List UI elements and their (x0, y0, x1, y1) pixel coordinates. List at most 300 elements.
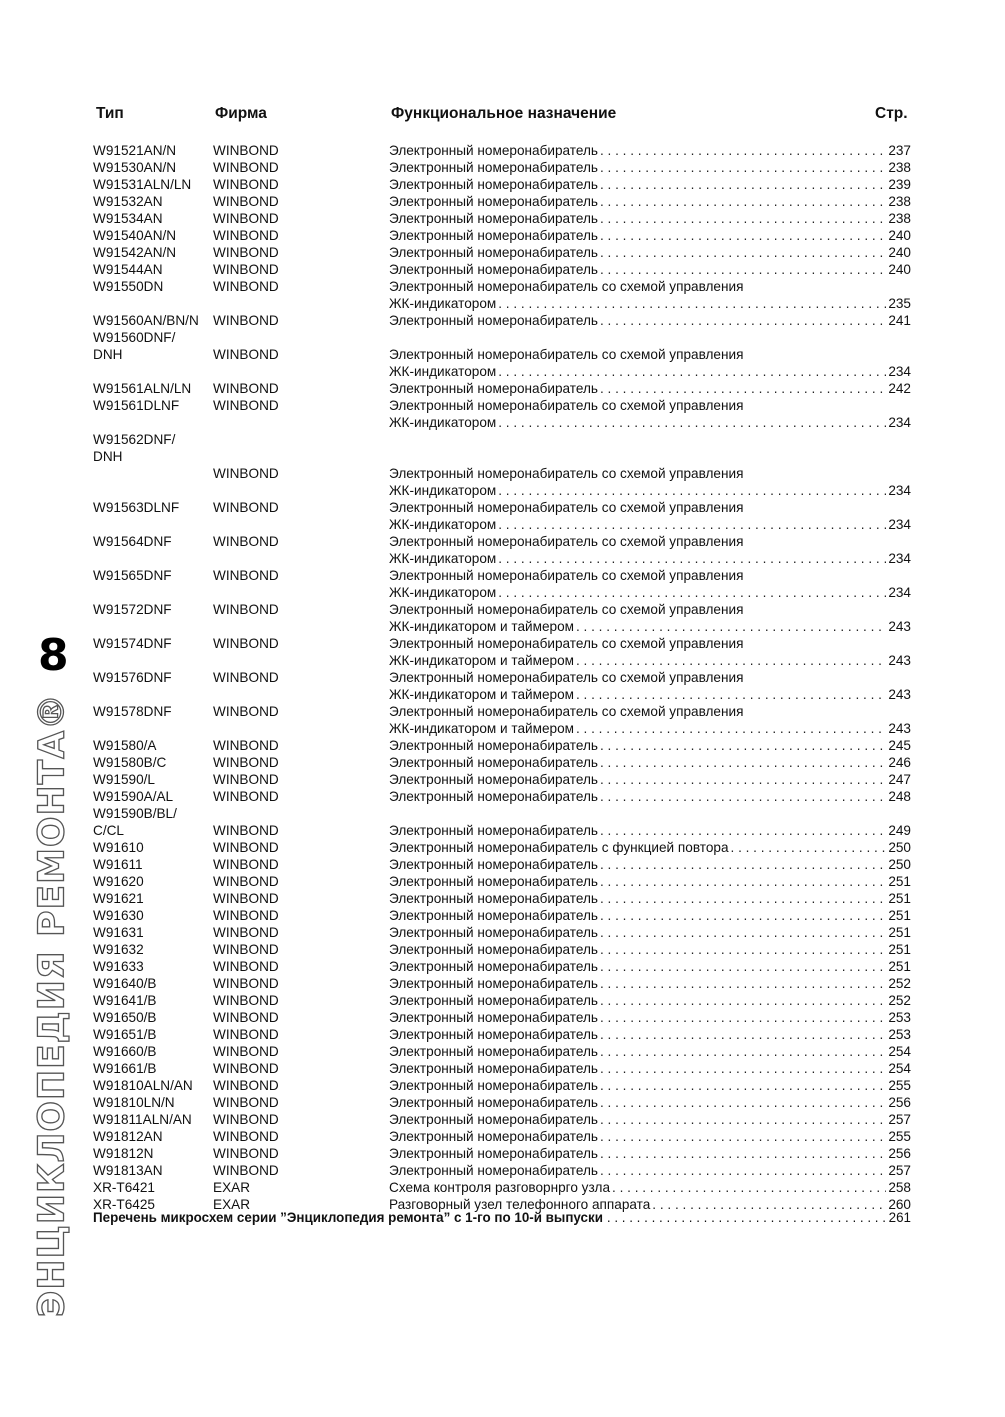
dot-leader (600, 1094, 886, 1111)
table-line (0, 669, 1005, 686)
function-text: Схема контроля разговорнрго узла (389, 1180, 611, 1195)
table-row (0, 907, 1005, 924)
chapter-number: 8 (38, 630, 69, 681)
part-function (389, 397, 911, 414)
parts-table (0, 142, 1005, 1213)
part-type: W91650/B (93, 1010, 157, 1025)
table-row (0, 856, 1005, 873)
function-text: Электронный номеронабиратель (389, 908, 598, 923)
page-number: 250 (888, 857, 911, 872)
function-text: ЖК-индикатором и таймером (389, 721, 574, 736)
part-function (389, 1111, 911, 1128)
function-text: Электронный номеронабиратель (389, 993, 598, 1008)
part-type: DNH (93, 449, 123, 464)
page-number: 240 (888, 245, 911, 260)
table-line (0, 839, 1005, 856)
table-line (0, 584, 1005, 601)
part-firm: WINBOND (213, 262, 279, 277)
page-number: 251 (888, 908, 911, 923)
table-row (0, 499, 1005, 533)
function-text: Электронный номеронабиратель со схемой управления (389, 704, 744, 719)
part-function (389, 992, 911, 1009)
function-text: Электронный номеронабиратель (389, 143, 598, 158)
function-text: Разговорный узел телефонного аппарата (389, 1197, 651, 1212)
table-line (0, 907, 1005, 924)
part-type: W91621 (93, 891, 144, 906)
table-row (0, 703, 1005, 737)
dot-leader (600, 754, 886, 771)
part-type: W91562DNF/ (93, 432, 176, 447)
header-type: Тип (96, 105, 124, 122)
part-function (389, 193, 911, 210)
table-row (0, 669, 1005, 703)
function-text: Электронный номеронабиратель (389, 789, 598, 804)
part-function (389, 1043, 911, 1060)
part-function (389, 227, 911, 244)
part-type: W91564DNF (93, 534, 172, 549)
part-function (389, 1094, 911, 1111)
dot-leader (600, 1060, 886, 1077)
part-function (389, 210, 911, 227)
part-function (389, 244, 911, 261)
dot-leader (600, 890, 886, 907)
part-function (389, 754, 911, 771)
part-function (389, 703, 911, 720)
part-type: W91530AN/N (93, 160, 177, 175)
part-firm: EXAR (213, 1197, 251, 1212)
table-line (0, 380, 1005, 397)
part-function (389, 363, 911, 380)
function-text: Электронный номеронабиратель со схемой управления (389, 279, 744, 294)
table-line (0, 1043, 1005, 1060)
page-number: 240 (888, 228, 911, 243)
dot-leader (600, 1009, 886, 1026)
part-type: W91611 (93, 857, 143, 872)
part-firm: WINBOND (213, 500, 279, 515)
function-text: Электронный номеронабиратель (389, 772, 598, 787)
page-number: 243 (888, 653, 911, 668)
table-row (0, 890, 1005, 907)
table-line (0, 1162, 1005, 1179)
table-line (0, 278, 1005, 295)
dot-leader (600, 873, 886, 890)
part-firm: WINBOND (213, 670, 279, 685)
part-type: W91651/B (93, 1027, 157, 1042)
part-type: W91521AN/N (93, 143, 177, 158)
table-line (0, 261, 1005, 278)
part-type: W91811ALN/AN (93, 1112, 192, 1127)
table-line (0, 618, 1005, 635)
function-text: Электронный номеронабиратель со схемой управления (389, 398, 744, 413)
dot-leader (600, 992, 886, 1009)
dot-leader (600, 941, 886, 958)
part-function (389, 516, 911, 533)
dot-leader (600, 1145, 886, 1162)
footer-text: Перечень микросхем серии ”Энциклопедия ремонта” с 1-го по 10-й выпуски (93, 1210, 603, 1225)
dot-leader (498, 295, 886, 312)
dot-leader (600, 975, 886, 992)
dot-leader (600, 788, 886, 805)
table-row (0, 873, 1005, 890)
table-line (0, 805, 1005, 822)
part-firm: WINBOND (213, 636, 279, 651)
part-function (389, 1145, 911, 1162)
dot-leader (600, 822, 886, 839)
table-row (0, 1094, 1005, 1111)
part-type: W91561ALN/LN (93, 381, 192, 396)
page-number: 256 (888, 1146, 911, 1161)
table-row (0, 159, 1005, 176)
function-text: Электронный номеронабиратель (389, 738, 598, 753)
dot-leader (600, 244, 886, 261)
part-firm: WINBOND (213, 704, 279, 719)
part-firm: WINBOND (213, 1129, 279, 1144)
part-firm: WINBOND (213, 228, 279, 243)
part-type: W91540AN/N (93, 228, 177, 243)
part-type: W91812AN (93, 1129, 163, 1144)
dot-leader (600, 210, 886, 227)
part-type: W91630 (93, 908, 144, 923)
table-line (0, 142, 1005, 159)
part-function (389, 1009, 911, 1026)
part-firm: WINBOND (213, 534, 279, 549)
part-function (389, 499, 911, 516)
page-number: 234 (888, 415, 911, 430)
page-number: 241 (888, 313, 911, 328)
dot-leader (600, 227, 886, 244)
table-line (0, 924, 1005, 941)
part-firm: WINBOND (213, 1163, 279, 1178)
function-text: Электронный номеронабиратель (389, 160, 598, 175)
table-line (0, 499, 1005, 516)
part-function (389, 142, 911, 159)
part-firm: WINBOND (213, 874, 279, 889)
part-type: W91633 (93, 959, 144, 974)
table-line (0, 448, 1005, 465)
table-line (0, 720, 1005, 737)
table-line (0, 295, 1005, 312)
function-text: Электронный номеронабиратель (389, 194, 598, 209)
part-function (389, 482, 911, 499)
part-type: XR-T6421 (93, 1180, 155, 1195)
function-text: Электронный номеронабиратель со схемой управления (389, 602, 744, 617)
dot-leader (498, 482, 886, 499)
table-line (0, 992, 1005, 1009)
part-type: W91661/B (93, 1061, 157, 1076)
part-firm: WINBOND (213, 891, 279, 906)
table-line (0, 431, 1005, 448)
function-text: Электронный номеронабиратель со схемой управления (389, 636, 744, 651)
function-text: Электронный номеронабиратель (389, 1095, 598, 1110)
part-firm: WINBOND (213, 602, 279, 617)
part-function (389, 346, 911, 363)
table-line (0, 533, 1005, 550)
page-number: 234 (888, 551, 911, 566)
table-line (0, 958, 1005, 975)
dot-leader (576, 652, 886, 669)
table-row (0, 1128, 1005, 1145)
function-text: Электронный номеронабиратель (389, 942, 598, 957)
function-text: Электронный номеронабиратель (389, 1010, 598, 1025)
part-type: W91565DNF (93, 568, 172, 583)
function-text: Электронный номеронабиратель (389, 976, 598, 991)
table-line (0, 1026, 1005, 1043)
part-function (389, 567, 911, 584)
part-type: W91640/B (93, 976, 157, 991)
series-title: ЭНЦИКЛОПЕДИЯ РЕМОНТА® (31, 692, 73, 1318)
part-function (389, 312, 911, 329)
part-function (389, 176, 911, 193)
page-number: 255 (888, 1129, 911, 1144)
part-firm: WINBOND (213, 1010, 279, 1025)
table-line (0, 227, 1005, 244)
table-row (0, 244, 1005, 261)
table-row (0, 278, 1005, 312)
function-text: Электронный номеронабиратель (389, 313, 598, 328)
part-firm: WINBOND (213, 313, 279, 328)
function-text: Электронный номеронабиратель (389, 1146, 598, 1161)
page-number: 250 (888, 840, 911, 855)
page-number: 239 (888, 177, 911, 192)
table-line (0, 652, 1005, 669)
function-text: Электронный номеронабиратель (389, 245, 598, 260)
function-text: Электронный номеронабиратель (389, 874, 598, 889)
function-text: Электронный номеронабиратель (389, 1044, 598, 1059)
page-number: 238 (888, 160, 911, 175)
dot-leader (600, 924, 886, 941)
table-line (0, 329, 1005, 346)
table-row (0, 975, 1005, 992)
dot-leader (600, 159, 886, 176)
function-text: Электронный номеронабиратель (389, 1078, 598, 1093)
part-firm: WINBOND (213, 279, 279, 294)
table-line (0, 1077, 1005, 1094)
part-firm: WINBOND (213, 823, 279, 838)
dot-leader (498, 414, 886, 431)
function-text: ЖК-индикатором (389, 415, 497, 430)
function-text: Электронный номеронабиратель со схемой управления (389, 568, 744, 583)
part-type: W91544AN (93, 262, 163, 277)
table-row (0, 737, 1005, 754)
table-line (0, 193, 1005, 210)
page-number: 251 (888, 891, 911, 906)
part-type: W91631 (93, 925, 144, 940)
dot-leader (600, 1043, 886, 1060)
part-function (389, 159, 911, 176)
table-row (0, 380, 1005, 397)
part-function (389, 788, 911, 805)
table-line (0, 516, 1005, 533)
part-function (389, 771, 911, 788)
table-row (0, 1179, 1005, 1196)
part-firm: WINBOND (213, 857, 279, 872)
part-firm: WINBOND (213, 755, 279, 770)
part-type: W91590B/BL/ (93, 806, 177, 821)
function-text: Электронный номеронабиратель со схемой управления (389, 670, 744, 685)
part-function (389, 584, 911, 601)
part-function (389, 380, 911, 397)
table-line (0, 1145, 1005, 1162)
part-firm: EXAR (213, 1180, 251, 1195)
page-number: 252 (888, 976, 911, 991)
function-text: Электронный номеронабиратель (389, 1061, 598, 1076)
table-row (0, 227, 1005, 244)
part-function (389, 295, 911, 312)
table-line (0, 482, 1005, 499)
function-text: ЖК-индикатором и таймером (389, 687, 574, 702)
table-line (0, 873, 1005, 890)
part-function (389, 1077, 911, 1094)
table-line (0, 550, 1005, 567)
part-function (389, 618, 911, 635)
function-text: ЖК-индикатором и таймером (389, 653, 574, 668)
table-row (0, 1111, 1005, 1128)
page-number: 234 (888, 517, 911, 532)
dot-leader (731, 839, 887, 856)
table-row (0, 193, 1005, 210)
part-type: W91610 (93, 840, 144, 855)
function-text: Электронный номеронабиратель со схемой управления (389, 534, 744, 549)
table-line (0, 754, 1005, 771)
page-number: 237 (888, 143, 911, 158)
part-type: W91576DNF (93, 670, 172, 685)
function-text: Электронный номеронабиратель (389, 177, 598, 192)
dot-leader (498, 550, 886, 567)
table-line (0, 363, 1005, 380)
table-row (0, 601, 1005, 635)
part-firm: WINBOND (213, 1044, 279, 1059)
table-line (0, 601, 1005, 618)
function-text: Электронный номеронабиратель (389, 228, 598, 243)
dot-leader (498, 584, 886, 601)
page-number: 251 (888, 942, 911, 957)
table-line (0, 244, 1005, 261)
part-firm: WINBOND (213, 1095, 279, 1110)
part-function (389, 465, 911, 482)
part-firm: WINBOND (213, 772, 279, 787)
part-function (389, 822, 911, 839)
part-function (389, 890, 911, 907)
part-firm: WINBOND (213, 993, 279, 1008)
table-line (0, 1111, 1005, 1128)
part-type: W91660/B (93, 1044, 157, 1059)
page-number: 257 (888, 1112, 911, 1127)
function-text: Электронный номеронабиратель (389, 1129, 598, 1144)
table-line (0, 465, 1005, 482)
part-function (389, 1060, 911, 1077)
part-function (389, 1179, 911, 1196)
function-text: Электронный номеронабиратель (389, 959, 598, 974)
table-row (0, 142, 1005, 159)
page-number: 240 (888, 262, 911, 277)
function-text: Электронный номеронабиратель (389, 381, 598, 396)
table-row (0, 635, 1005, 669)
dot-leader (600, 142, 886, 159)
part-type: W91560DNF/ (93, 330, 176, 345)
table-row (0, 176, 1005, 193)
table-line (0, 703, 1005, 720)
part-type: W91534AN (93, 211, 163, 226)
part-function (389, 533, 911, 550)
dot-leader (600, 1026, 886, 1043)
dot-leader (498, 516, 886, 533)
table-line (0, 567, 1005, 584)
function-text: Электронный номеронабиратель с функцией повтора (389, 840, 729, 855)
table-row (0, 329, 1005, 380)
part-type: W91574DNF (93, 636, 172, 651)
page-number: 253 (888, 1010, 911, 1025)
table-row (0, 533, 1005, 567)
table-line (0, 210, 1005, 227)
dot-leader (600, 958, 886, 975)
table-row (0, 992, 1005, 1009)
part-firm: WINBOND (213, 942, 279, 957)
page-number: 234 (888, 364, 911, 379)
dot-leader (576, 618, 886, 635)
page-number: 260 (888, 1197, 911, 1212)
page-number: 234 (888, 483, 911, 498)
part-function (389, 635, 911, 652)
page-number: 242 (888, 381, 911, 396)
table-line (0, 822, 1005, 839)
part-type: W91580/A (93, 738, 157, 753)
part-function (389, 652, 911, 669)
part-firm: WINBOND (213, 1112, 279, 1127)
part-firm: WINBOND (213, 925, 279, 940)
page-number: 251 (888, 925, 911, 940)
function-text: ЖК-индикатором (389, 296, 497, 311)
page-number: 243 (888, 721, 911, 736)
dot-leader (498, 363, 886, 380)
part-function (389, 907, 911, 924)
function-text: ЖК-индикатором (389, 364, 497, 379)
part-firm: WINBOND (213, 908, 279, 923)
part-type: W91550DN (93, 279, 164, 294)
part-function (389, 941, 911, 958)
part-type: W91561DLNF (93, 398, 180, 413)
dot-leader (600, 771, 886, 788)
part-firm: WINBOND (213, 1078, 279, 1093)
table-row (0, 1009, 1005, 1026)
part-type: W91641/B (93, 993, 157, 1008)
part-type: W91813AN (93, 1163, 163, 1178)
part-function (389, 601, 911, 618)
table-row (0, 312, 1005, 329)
table-line (0, 1060, 1005, 1077)
dot-leader (576, 686, 886, 703)
part-function (389, 669, 911, 686)
function-text: Электронный номеронабиратель (389, 262, 598, 277)
function-text: Электронный номеронабиратель (389, 857, 598, 872)
page-number: 254 (888, 1044, 911, 1059)
part-function (389, 873, 911, 890)
part-type: C/CL (93, 823, 124, 838)
dot-leader (576, 720, 886, 737)
part-firm: WINBOND (213, 194, 279, 209)
function-text: Электронный номеронабиратель (389, 1112, 598, 1127)
dot-leader (600, 1128, 886, 1145)
function-text: Электронный номеронабиратель со схемой управления (389, 500, 744, 515)
part-type: XR-T6425 (93, 1197, 155, 1212)
part-function (389, 1162, 911, 1179)
table-line (0, 312, 1005, 329)
part-firm: WINBOND (213, 245, 279, 260)
page-number: 238 (888, 194, 911, 209)
table-row (0, 958, 1005, 975)
part-firm: WINBOND (213, 840, 279, 855)
table-row (0, 839, 1005, 856)
function-text: Электронный номеронабиратель со схемой управления (389, 347, 744, 362)
